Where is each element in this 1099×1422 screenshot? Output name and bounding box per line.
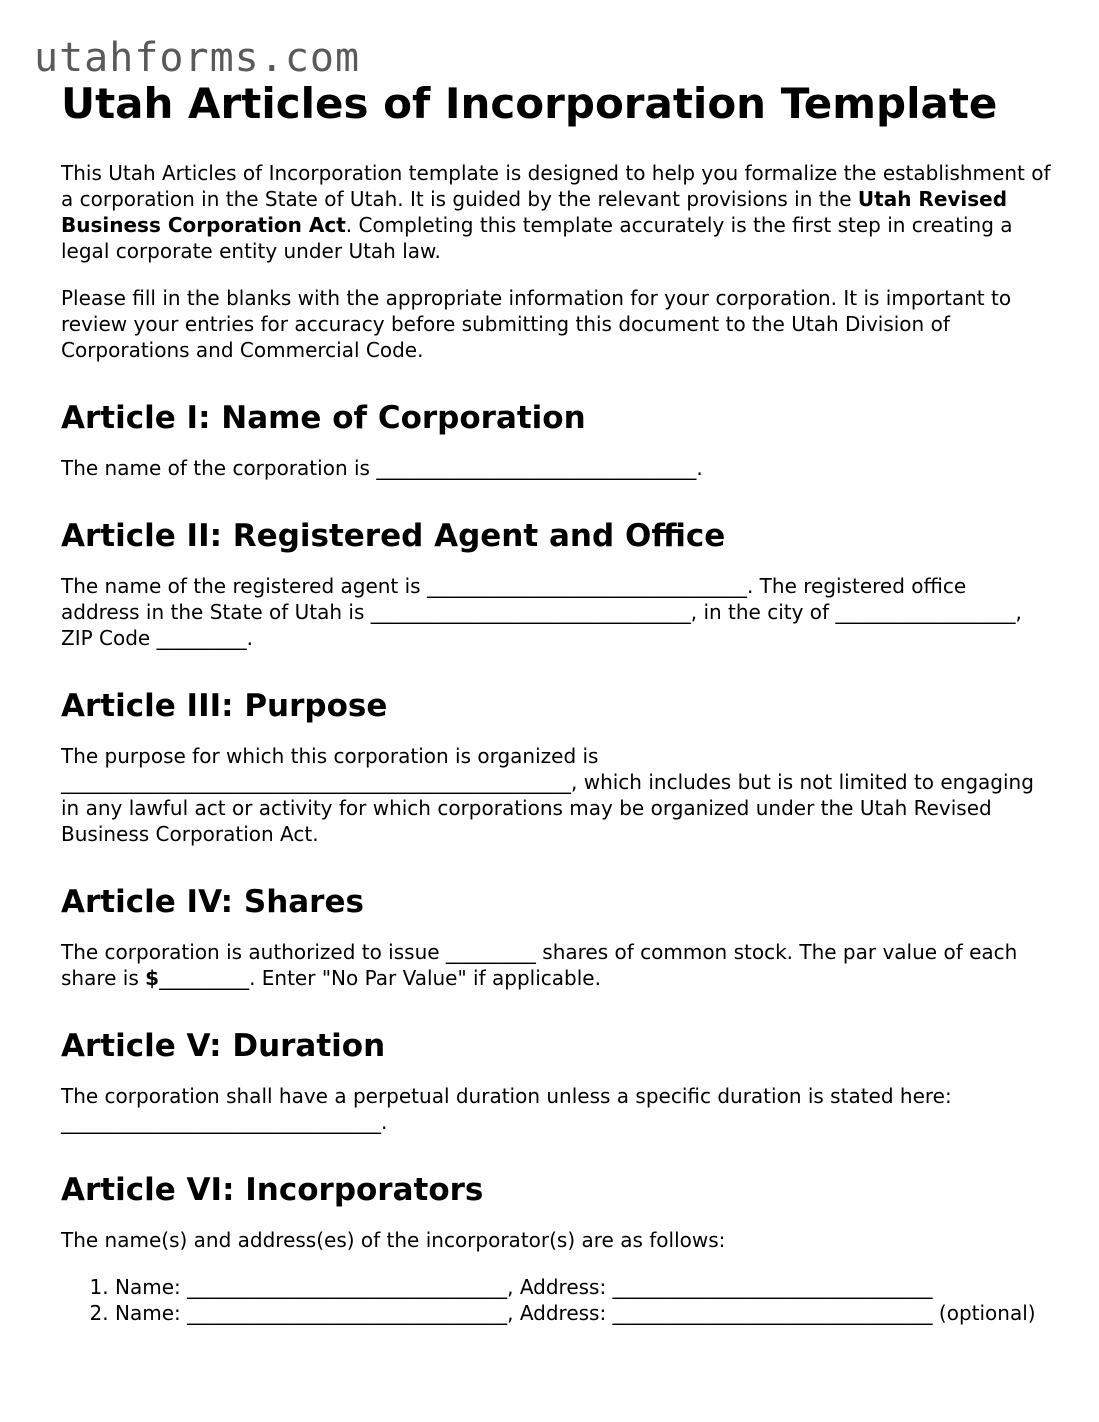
article-4-text-start: The corporation is authorized to issue _________ shares of common stock. The par value of each share is [61, 940, 1018, 990]
article-2-heading: Article II: Registered Agent and Office [61, 518, 726, 554]
page-title: Utah Articles of Incorporation Template [61, 79, 998, 128]
list-item: 1. Name: ________________________________, Address: ________________________________ [115, 1274, 1051, 1300]
article-4-text [61, 939, 1051, 991]
watermark: utahforms.com [34, 35, 361, 81]
article-6-text: The name(s) and address(es) of the incorporator(s) are as follows: [61, 1228, 726, 1252]
article-1-text: The name of the corporation is ________________________________. [61, 456, 703, 480]
article-3-text [61, 743, 1051, 847]
article-4-text-end: _________. Enter "No Par Value" if applicable. [159, 966, 601, 990]
dollar-sign: $ [145, 966, 160, 990]
intro-text-end: . Completing this template accurately is the first step in creating a legal corporate entity under Utah law. [61, 213, 1013, 263]
article-6-heading: Article VI: Incorporators [61, 1172, 484, 1208]
article-2-text: The name of the registered agent is ________________________________. The registered office address in the State of Utah is ________________________________, in the city of __________________, ZIP Code _________. [61, 574, 1022, 650]
article-3-heading: Article III: Purpose [61, 688, 388, 724]
incorporator-list [61, 1274, 1051, 1326]
intro-paragraph-2: Please fill in the blanks with the appropriate information for your corporation. It is important to review your entries for accuracy before submitting this document to the Utah Division of Corporations and Commercial Code. [61, 286, 1012, 362]
article-5-text: The corporation shall have a perpetual duration unless a specific duration is stated here: ________________________________. [61, 1084, 952, 1134]
article-5-heading: Article V: Duration [61, 1028, 386, 1064]
article-1-heading: Article I: Name of Corporation [61, 400, 586, 436]
act-name-bold: Utah Revised Business Corporation Act [61, 187, 1008, 237]
article-3-line-2: ___________________________________________________, which includes but is not limited to engaging in any lawful act or activity for which corporations may be organized under the Utah Revised Business Corporation Act. [61, 770, 1034, 846]
article-4-heading: Article IV: Shares [61, 884, 364, 920]
intro-paragraph-1 [61, 160, 1051, 264]
list-item: 2. Name: ________________________________, Address: ________________________________ (optional) [115, 1300, 1051, 1326]
article-3-line-1: The purpose for which this corporation is organized is [61, 744, 599, 768]
intro-text-start: This Utah Articles of Incorporation template is designed to help you formalize the establishment of a corporation in the State of Utah. It is guided by the relevant provisions in the [61, 161, 1051, 211]
document-page [61, 78, 1051, 1326]
